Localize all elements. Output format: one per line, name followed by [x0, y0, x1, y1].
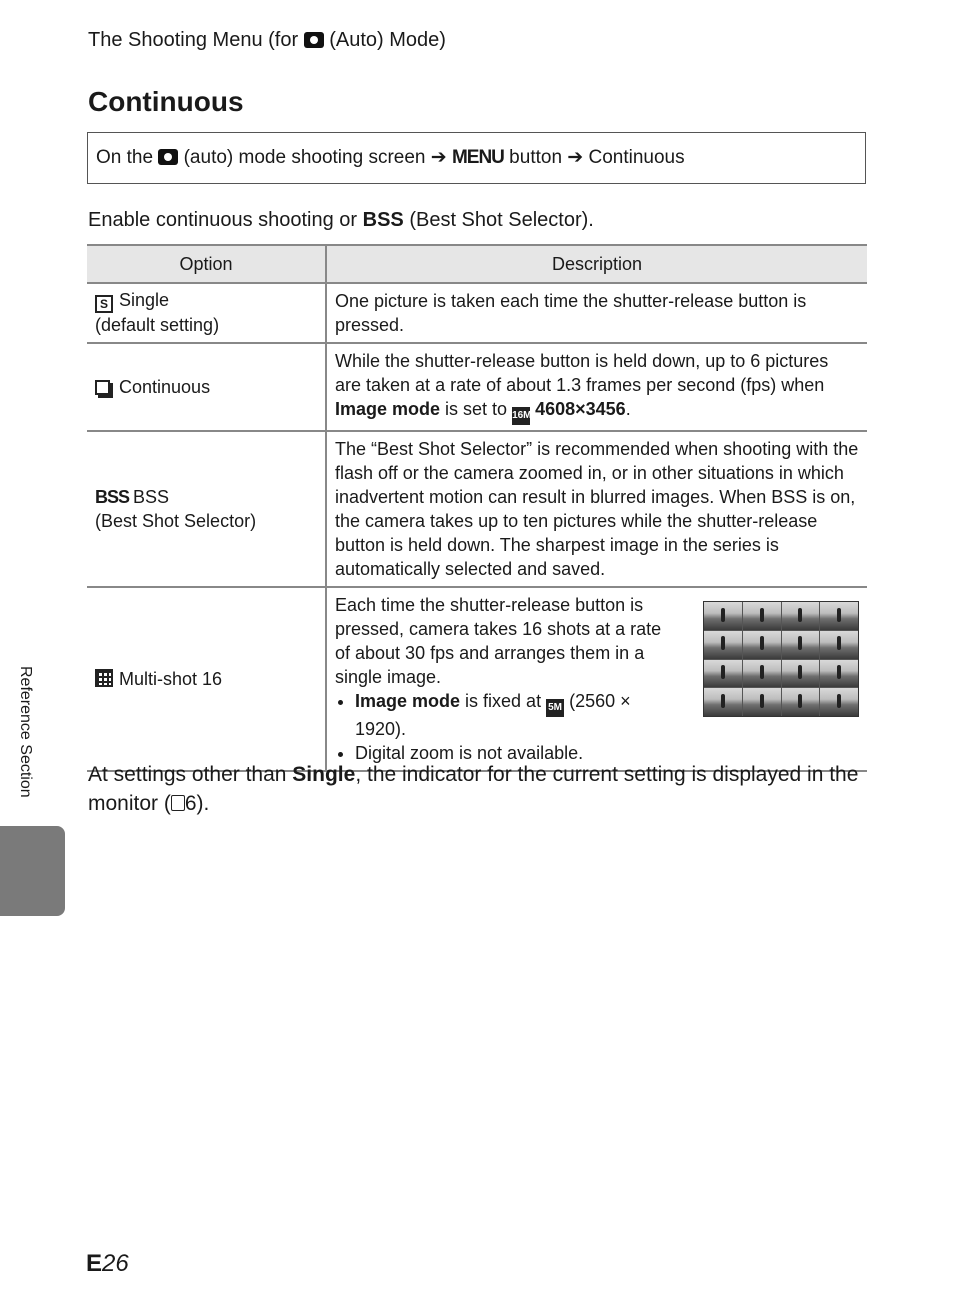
multishot-example-image — [703, 601, 859, 717]
bullet-item: • Digital zoom is not available. — [355, 741, 670, 765]
table-row — [87, 431, 867, 587]
intro-bss: BSS — [362, 209, 404, 231]
image-size-16m-icon: 16M — [512, 407, 530, 425]
description-cell — [326, 343, 867, 431]
header-prefix: The Shooting Menu (for — [88, 29, 304, 51]
arrow-icon: ➔ — [567, 147, 584, 168]
multishot-desc — [335, 593, 670, 765]
image-cell — [743, 688, 781, 716]
intro-text — [88, 206, 594, 234]
option-label: Continuous — [119, 376, 211, 397]
image-cell — [782, 602, 820, 630]
page-ref-link[interactable]: 6 — [184, 792, 197, 815]
image-cell — [704, 631, 742, 659]
table-row — [87, 343, 867, 431]
description-cell: One picture is taken each time the shutter-release button is pressed. — [326, 283, 867, 343]
option-cell — [87, 587, 326, 771]
desc-text: is set to — [440, 399, 513, 419]
multishot-desc-wrap — [335, 593, 859, 765]
nav-text: On the — [96, 147, 159, 168]
camera-icon — [304, 32, 324, 48]
reference-icon: E — [86, 1250, 103, 1277]
option-cell — [87, 283, 326, 343]
desc-bold: Image mode — [335, 399, 441, 419]
description-cell: The “Best Shot Selector” is recommended when shooting with the flash off or the camera zoomed in, or in other situations in which inadvertent motion can result in blurred images. When BSS is on, the camera takes up to ten pictures while the shutter-release button is held down. The sharpest image in the series is automatically selected and saved. — [326, 431, 867, 587]
image-cell — [820, 688, 858, 716]
image-cell — [782, 660, 820, 688]
option-sub: (Best Shot Selector) — [95, 510, 257, 531]
multi-shot-icon — [95, 669, 113, 687]
option-cell — [87, 431, 326, 587]
bullet-list — [335, 689, 670, 765]
desc-text: is fixed at — [460, 691, 547, 711]
image-cell — [782, 631, 820, 659]
camera-icon — [158, 149, 178, 165]
image-cell — [782, 688, 820, 716]
image-cell — [743, 602, 781, 630]
nav-text: Continuous — [583, 147, 685, 168]
page-ref-icon — [171, 795, 185, 811]
image-cell — [743, 660, 781, 688]
desc-text: (2560 × 1920). — [355, 691, 631, 739]
image-cell — [820, 660, 858, 688]
image-cell — [820, 631, 858, 659]
menu-path-box — [87, 132, 866, 184]
running-header — [88, 27, 446, 53]
section-tab[interactable] — [0, 826, 65, 916]
image-cell — [704, 602, 742, 630]
note-bold: Single — [292, 763, 356, 786]
bullet-item — [355, 689, 670, 741]
page-title: Continuous — [88, 86, 244, 117]
desc-text: While the shutter-release button is held down, up to 6 pictures are taken at a rate of about 1.3 frames per second (fps) when — [335, 351, 829, 395]
arrow-icon: ➔ — [430, 147, 447, 168]
single-icon: S — [95, 295, 113, 313]
table-row — [87, 587, 867, 771]
settings-note — [88, 760, 868, 818]
column-header-option: Option — [87, 245, 326, 283]
option-label: Single — [119, 290, 170, 310]
bss-icon: BSS — [95, 486, 130, 507]
nav-text: (auto) mode shooting screen — [178, 147, 431, 168]
menu-button-glyph: MENU — [451, 147, 504, 168]
intro-part: Enable continuous shooting or — [88, 209, 363, 231]
desc-text: . — [625, 399, 631, 419]
continuous-icon — [95, 380, 110, 395]
desc-bold: Image mode — [355, 691, 461, 711]
column-header-description: Description — [326, 245, 867, 283]
page-number — [86, 1250, 129, 1278]
option-label: BSS — [133, 486, 170, 507]
options-table — [87, 244, 867, 772]
header-suffix: (Auto) Mode) — [323, 29, 446, 51]
option-cell — [87, 343, 326, 431]
note-text: ). — [196, 792, 210, 815]
image-cell — [743, 631, 781, 659]
intro-part: (Best Shot Selector). — [403, 209, 594, 231]
option-label: Multi-shot 16 — [119, 668, 223, 689]
description-cell — [326, 587, 867, 771]
table-row — [87, 283, 867, 343]
note-text: At settings other than — [88, 763, 293, 786]
nav-text: button — [503, 147, 568, 168]
option-sub: (default setting) — [95, 315, 220, 335]
image-cell — [820, 602, 858, 630]
desc-text: Each time the shutter-release button is pressed, camera takes 16 shots at a rate of about 30 fps and arranges them in a single image. — [335, 595, 662, 687]
image-cell — [704, 688, 742, 716]
page-number-value: 26 — [102, 1250, 129, 1277]
desc-bold: 4608×3456 — [535, 399, 626, 419]
note-text: , the indicator for the current setting is displayed in the monitor ( — [88, 763, 859, 815]
image-size-5m-icon: 5M — [546, 699, 564, 717]
table-header-row — [87, 245, 867, 283]
image-cell — [704, 660, 742, 688]
side-section-label: Reference Section — [17, 666, 34, 798]
